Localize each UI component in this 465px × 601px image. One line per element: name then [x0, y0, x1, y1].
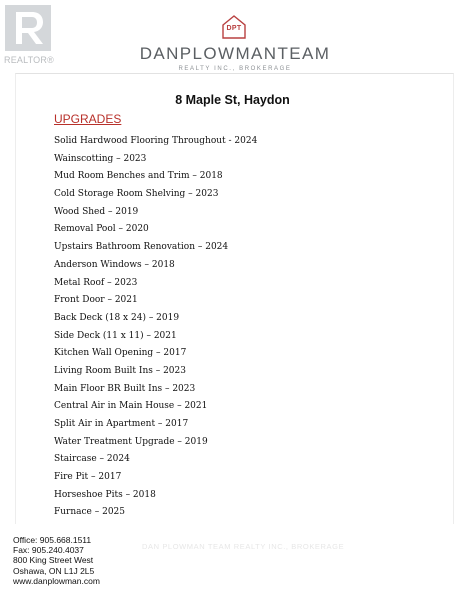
list-item: Central Air in Main House – 2021: [54, 401, 208, 412]
list-item: Anderson Windows – 2018: [54, 259, 175, 270]
website-link[interactable]: www.danplowman.com: [13, 575, 100, 586]
brand-badge-text: DPT: [226, 25, 242, 32]
list-item: Living Room Built Ins – 2023: [54, 365, 186, 376]
list-item: Fire Pit – 2017: [54, 472, 122, 483]
list-item: Side Deck (11 x 11) – 2021: [54, 330, 177, 341]
list-item: Wainscotting – 2023: [54, 153, 147, 164]
property-address: 8 Maple St, Haydon: [175, 93, 290, 107]
realtor-logo: [4, 5, 56, 65]
list-item: Mud Room Benches and Trim – 2018: [54, 171, 223, 182]
list-item: Metal Roof – 2023: [54, 277, 138, 288]
list-item: Upstairs Bathroom Renovation – 2024: [54, 242, 229, 253]
list-item: Cold Storage Room Shelving – 2023: [54, 189, 219, 200]
list-item: Staircase – 2024: [54, 454, 130, 465]
upgrades-list: [54, 133, 257, 522]
fax-number: Fax: 905.240.4037: [13, 545, 84, 556]
list-item: Solid Hardwood Flooring Throughout - 2024: [54, 136, 258, 146]
brokerage-logo: [120, 14, 350, 74]
contact-block: [13, 535, 100, 586]
list-item: Water Treatment Upgrade – 2019: [54, 436, 208, 447]
realtor-r-icon: [5, 5, 51, 51]
list-item: Front Door – 2021: [54, 295, 138, 306]
list-item: Horseshoe Pits – 2018: [54, 489, 156, 500]
brand-name: DANPLOWMANTEAM: [139, 44, 331, 63]
city-postal: Oshawa, ON L1J 2L5: [13, 565, 95, 576]
list-item: Kitchen Wall Opening – 2017: [54, 348, 187, 359]
watermark: DAN PLOWMAN TEAM REALTY INC., BROKERAGE: [142, 542, 345, 551]
list-item: Back Deck (18 x 24) – 2019: [54, 312, 180, 323]
list-item: Furnace – 2025: [54, 507, 125, 518]
brand-subtitle: REALTY INC., BROKERAGE: [178, 66, 292, 72]
office-phone: Office: 905.668.1511: [13, 535, 92, 545]
list-item: Removal Pool – 2020: [54, 224, 149, 235]
list-item: Wood Shed – 2019: [54, 206, 139, 217]
upgrades-heading: UPGRADES: [54, 112, 122, 126]
list-item: Split Air in Apartment – 2017: [54, 419, 189, 429]
street-address: 800 King Street West: [13, 555, 94, 566]
realtor-wordmark: REALTOR®: [4, 55, 54, 65]
list-item: Main Floor BR Built Ins – 2023: [54, 383, 196, 394]
